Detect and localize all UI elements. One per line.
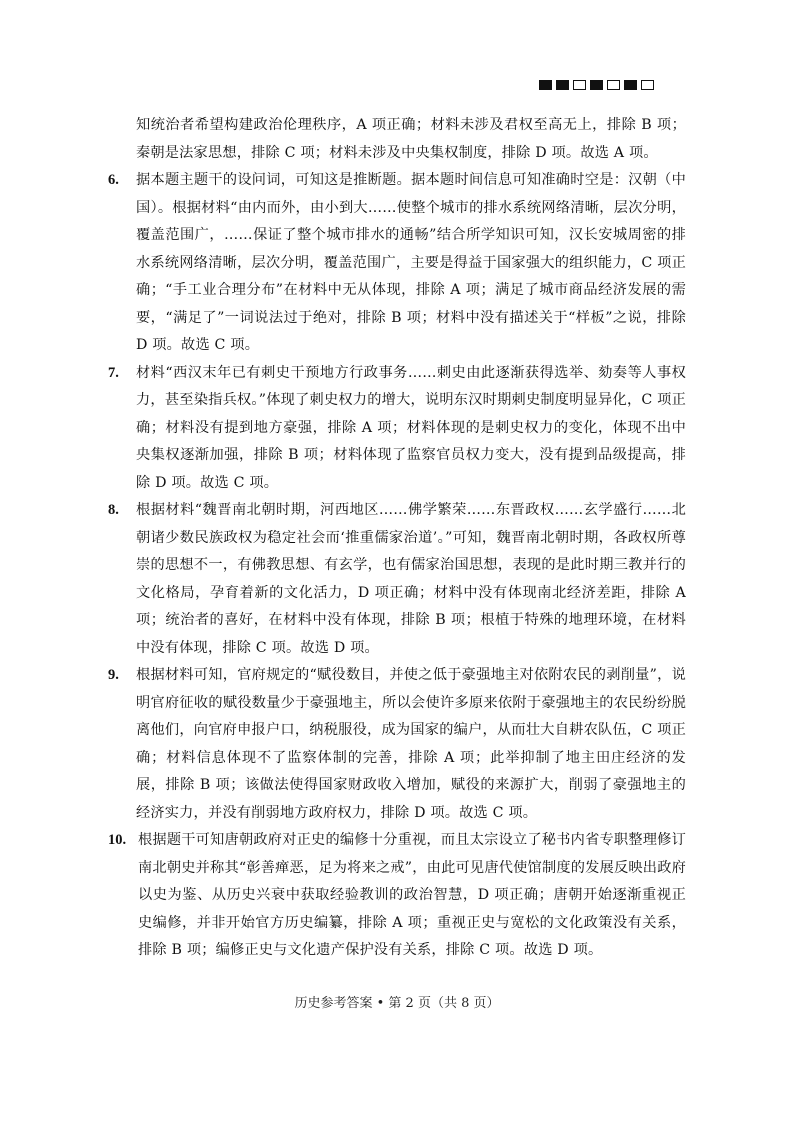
item-text: 根据题干可知唐朝政府对正史的编修十分重视，而且太宗设立了秘书内省专职整理修订南北朝史并称其“彰善瘅恶，足为将来之戒”，由此可见唐代使馆制度的发展反映出政府以史为鉴、从历史兴衰中获取经验教训的政治智慧，D 项正确；唐朝开始逐渐重视正史编修，并非开始官方历史编纂，排除 A 项；重视正史与宽松的文化政策没有关系，排除 B 项；编修正史与文化遗产保护没有关系，排除 C 项。故选 D 项。 xyxy=(138,832,686,958)
answer-item-9 xyxy=(108,662,686,827)
item-number: 10. xyxy=(108,832,127,848)
item-text: 据本题主题干的设问词，可知这是推断题。据本题时间信息可知准确时空是：汉朝（中国）。根据材料“由内而外，由小到大……使整个城市的排水系统网络清晰，层次分明，覆盖范围广，……保证了整个城市排水的通畅”结合所学知识可知，汉长安城周密的排水系统网络清晰，层次分明，覆盖范围广，主要是得益于国家强大的组织能力，C 项正确；“手工业合理分布”在材料中无从体现，排除 A 项；满足了城市商品经济发展的需要，“满足了”一词说法过于绝对，排除 B 项；材料中没有描述关于“样板”之说，排除 D 项。故选 C 项。 xyxy=(136,172,686,353)
header-mark-7 xyxy=(641,80,654,90)
header-marks xyxy=(539,80,654,90)
answer-item-7 xyxy=(108,360,686,498)
header-mark-3 xyxy=(573,80,586,90)
answer-content xyxy=(108,112,686,965)
answer-item-10 xyxy=(108,827,686,965)
item-text: 根据材料可知，官府规定的“赋役数目，并使之低于豪强地主对依附农民的剥削量”，说明官府征收的赋役数量少于豪强地主，所以会使许多原来依附于豪强地主的农民纷纷脱离他们，向官府申报户口，纳税服役，成为国家的编户，从而壮大自耕农队伍，C 项正确；材料信息体现不了监察体制的完善，排除 A 项；此举抑制了地主田庄经济的发展，排除 B 项；该做法使得国家财政收入增加，赋役的来源扩大，削弱了豪强地主的经济实力，并没有削弱地方政府权力，排除 D 项。故选 C 项。 xyxy=(136,667,686,821)
header-mark-4 xyxy=(590,80,603,90)
answer-item-6 xyxy=(108,167,686,360)
item-text: 材料“西汉末年已有刺史干预地方行政事务……刺史由此逐渐获得选举、劾奏等人事权力，甚至染指兵权。”体现了刺史权力的增大，说明东汉时期刺史制度明显异化，C 项正确；材料没有提到地方豪强，排除 A 项；材料体现的是刺史权力的变化，体现不出中央集权逐渐加强，排除 B 项；材料体现了监察官员权力变大，没有提到品级提高，排除 D 项。故选 C 项。 xyxy=(136,364,686,491)
header-mark-5 xyxy=(607,80,620,90)
header-mark-1 xyxy=(539,80,552,90)
item-number: 6. xyxy=(108,172,119,188)
item-text: 根据材料“魏晋南北朝时期，河西地区……佛学繁荣……东晋政权……玄学盛行……北朝诸少数民族政权为稳定社会而‘推重儒家治道’。”可知，魏晋南北朝时期，各政权所尊崇的思想不一，有佛教思想、有玄学，也有儒家治国思想，表现的是此时期三教并行的文化格局，孕育着新的文化活力，D 项正确；材料中没有体现南北经济差距，排除 A 项；统治者的喜好，在材料中没有体现，排除 B 项；根植于特殊的地理环境，在材料中没有体现，排除 C 项。故选 D 项。 xyxy=(136,502,686,656)
header-mark-2 xyxy=(556,80,569,90)
item-number: 8. xyxy=(108,502,119,518)
page-footer: 历史参考答案 • 第 2 页（共 8 页） xyxy=(294,996,500,1011)
continuation-paragraph: 知统治者希望构建政治伦理秩序，A 项正确；材料未涉及君权至高无上，排除 B 项；秦朝是法家思想，排除 C 项；材料未涉及中央集权制度，排除 D 项。故选 A 项。 xyxy=(136,117,686,161)
answer-item-8 xyxy=(108,497,686,662)
item-number: 9. xyxy=(108,667,119,683)
item-number: 7. xyxy=(108,364,119,381)
header-mark-6 xyxy=(624,80,637,90)
